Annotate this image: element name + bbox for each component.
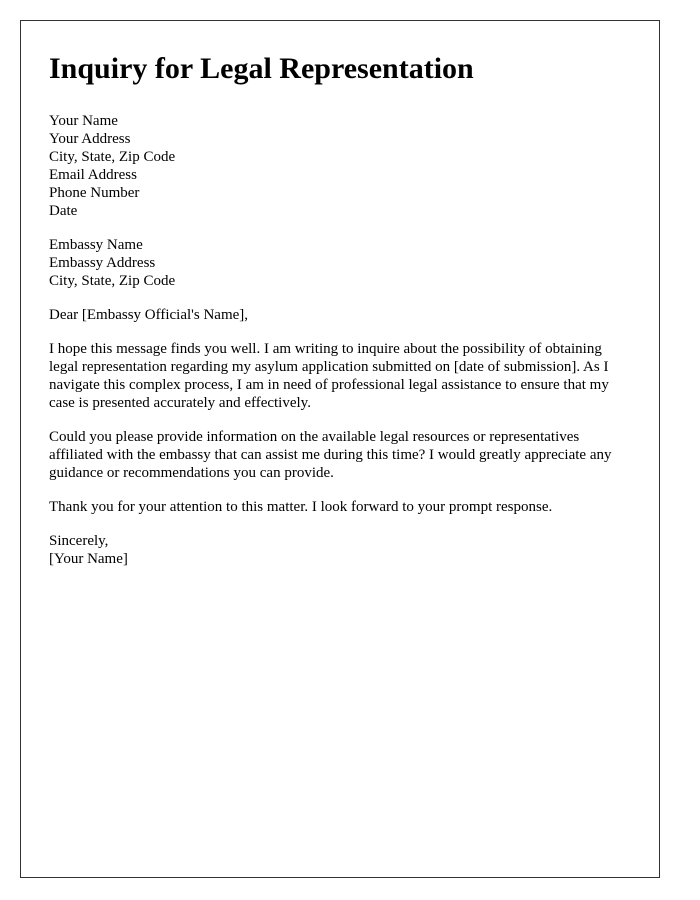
recipient-city-state-zip: City, State, Zip Code (49, 273, 176, 289)
body-paragraph: Could you please provide information on the available legal resources or representatives affiliated with the embassy that can assist me during this time? I would greatly appreciate any guidance or recommendations you can provide. (49, 429, 612, 481)
closing: Sincerely, (49, 533, 109, 549)
recipient-address: Embassy Address (49, 255, 156, 271)
body-paragraph: I hope this message finds you well. I am writing to inquire about the possibility of obtaining legal representation regarding my asylum application submitted on [date of submission]. As I navigate this complex process, I am in need of professional legal assistance to ensure that my case is presented accurately and effectively. (49, 341, 609, 411)
sender-date: Date (49, 203, 78, 219)
sender-email: Email Address (49, 167, 137, 183)
body-paragraph: Thank you for your attention to this matter. I look forward to your prompt response. (49, 499, 553, 515)
recipient-name: Embassy Name (49, 237, 143, 253)
sender-phone: Phone Number (49, 185, 140, 201)
sender-name: Your Name (49, 113, 118, 129)
sender-address: Your Address (49, 131, 131, 147)
salutation: Dear [Embassy Official's Name], (49, 307, 249, 323)
signature: [Your Name] (49, 551, 128, 567)
letter-title: Inquiry for Legal Representation (49, 52, 474, 85)
recipient-address-block (49, 236, 631, 290)
letter-page (20, 20, 660, 878)
sender-address-block (49, 112, 631, 220)
sender-city-state-zip: City, State, Zip Code (49, 149, 176, 165)
signature-block (49, 532, 631, 568)
